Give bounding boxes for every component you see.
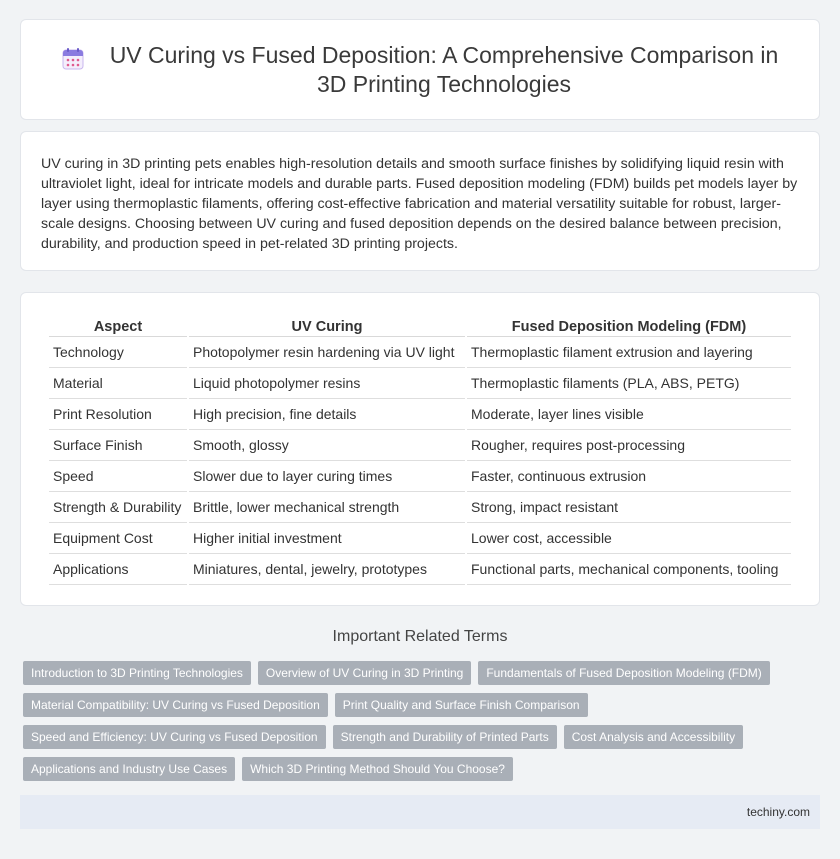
title-card xyxy=(20,19,820,120)
cell-aspect: Equipment Cost xyxy=(49,523,187,554)
cell-fdm: Thermoplastic filament extrusion and layering xyxy=(467,337,791,368)
cell-uv-curing: Brittle, lower mechanical strength xyxy=(189,492,465,523)
related-term-tag[interactable]: Applications and Industry Use Cases xyxy=(23,757,235,781)
table-row xyxy=(49,523,791,554)
cell-aspect: Applications xyxy=(49,554,187,585)
cell-aspect: Strength & Durability xyxy=(49,492,187,523)
cell-uv-curing: Photopolymer resin hardening via UV light xyxy=(189,337,465,368)
related-terms-heading: Important Related Terms xyxy=(332,628,508,645)
table-row xyxy=(49,554,791,585)
cell-uv-curing: Liquid photopolymer resins xyxy=(189,368,465,399)
cell-aspect: Technology xyxy=(49,337,187,368)
header-fdm: Fused Deposition Modeling (FDM) xyxy=(467,315,791,337)
cell-fdm: Lower cost, accessible xyxy=(467,523,791,554)
related-term-tag[interactable]: Strength and Durability of Printed Parts xyxy=(333,725,557,749)
related-term-tag[interactable]: Print Quality and Surface Finish Comparison xyxy=(335,693,588,717)
header-uv-curing: UV Curing xyxy=(189,315,465,337)
footer xyxy=(20,795,820,829)
table-row xyxy=(49,337,791,368)
comparison-card xyxy=(20,292,820,606)
related-term-tag[interactable]: Material Compatibility: UV Curing vs Fused Deposition xyxy=(23,693,328,717)
table-row xyxy=(49,492,791,523)
cell-aspect: Surface Finish xyxy=(49,430,187,461)
intro-paragraph: UV curing in 3D printing pets enables high-resolution details and smooth surface finishes by solidifying liquid resin with ultraviolet light, ideal for intricate models and durable parts. Fused deposition modeling (FDM) builds pet models layer by layer using thermoplastic filaments, offering cost-effective fabrication and material versatility suitable for robust, larger-scale designs. Choosing between UV curing and fused deposition depends on the desired balance between precision, durability, and production speed in pet-related 3D printing projects. xyxy=(41,156,798,252)
table-row xyxy=(49,430,791,461)
related-term-tag[interactable]: Overview of UV Curing in 3D Printing xyxy=(258,661,471,685)
title-wrap xyxy=(61,41,779,99)
cell-uv-curing: Smooth, glossy xyxy=(189,430,465,461)
cell-aspect: Material xyxy=(49,368,187,399)
cell-uv-curing: Miniatures, dental, jewelry, prototypes xyxy=(189,554,465,585)
table-row xyxy=(49,399,791,430)
related-term-tag[interactable]: Fundamentals of Fused Deposition Modeling (FDM) xyxy=(478,661,769,685)
cell-fdm: Faster, continuous extrusion xyxy=(467,461,791,492)
comparison-table xyxy=(47,315,793,585)
related-term-tag[interactable]: Introduction to 3D Printing Technologies xyxy=(23,661,251,685)
cell-fdm: Strong, impact resistant xyxy=(467,492,791,523)
table-header-row xyxy=(49,315,791,337)
cell-fdm: Functional parts, mechanical components, tooling xyxy=(467,554,791,585)
intro-card xyxy=(20,131,820,271)
calendar-icon xyxy=(61,47,85,71)
cell-fdm: Rougher, requires post-processing xyxy=(467,430,791,461)
cell-fdm: Moderate, layer lines visible xyxy=(467,399,791,430)
footer-site[interactable]: techiny.com xyxy=(746,805,810,819)
header-aspect: Aspect xyxy=(49,315,187,337)
related-term-tag[interactable]: Speed and Efficiency: UV Curing vs Fused Deposition xyxy=(23,725,326,749)
related-term-tag[interactable]: Which 3D Printing Method Should You Choose? xyxy=(242,757,513,781)
cell-uv-curing: Slower due to layer curing times xyxy=(189,461,465,492)
cell-aspect: Speed xyxy=(49,461,187,492)
cell-uv-curing: Higher initial investment xyxy=(189,523,465,554)
table-row xyxy=(49,368,791,399)
related-term-tag[interactable]: Cost Analysis and Accessibility xyxy=(564,725,743,749)
cell-fdm: Thermoplastic filaments (PLA, ABS, PETG) xyxy=(467,368,791,399)
cell-uv-curing: High precision, fine details xyxy=(189,399,465,430)
table-row xyxy=(49,461,791,492)
related-terms-list xyxy=(23,661,823,789)
table-body xyxy=(49,337,791,585)
page-title: UV Curing vs Fused Deposition: A Comprehensive Comparison in 3D Printing Technologies xyxy=(109,41,779,97)
cell-aspect: Print Resolution xyxy=(49,399,187,430)
